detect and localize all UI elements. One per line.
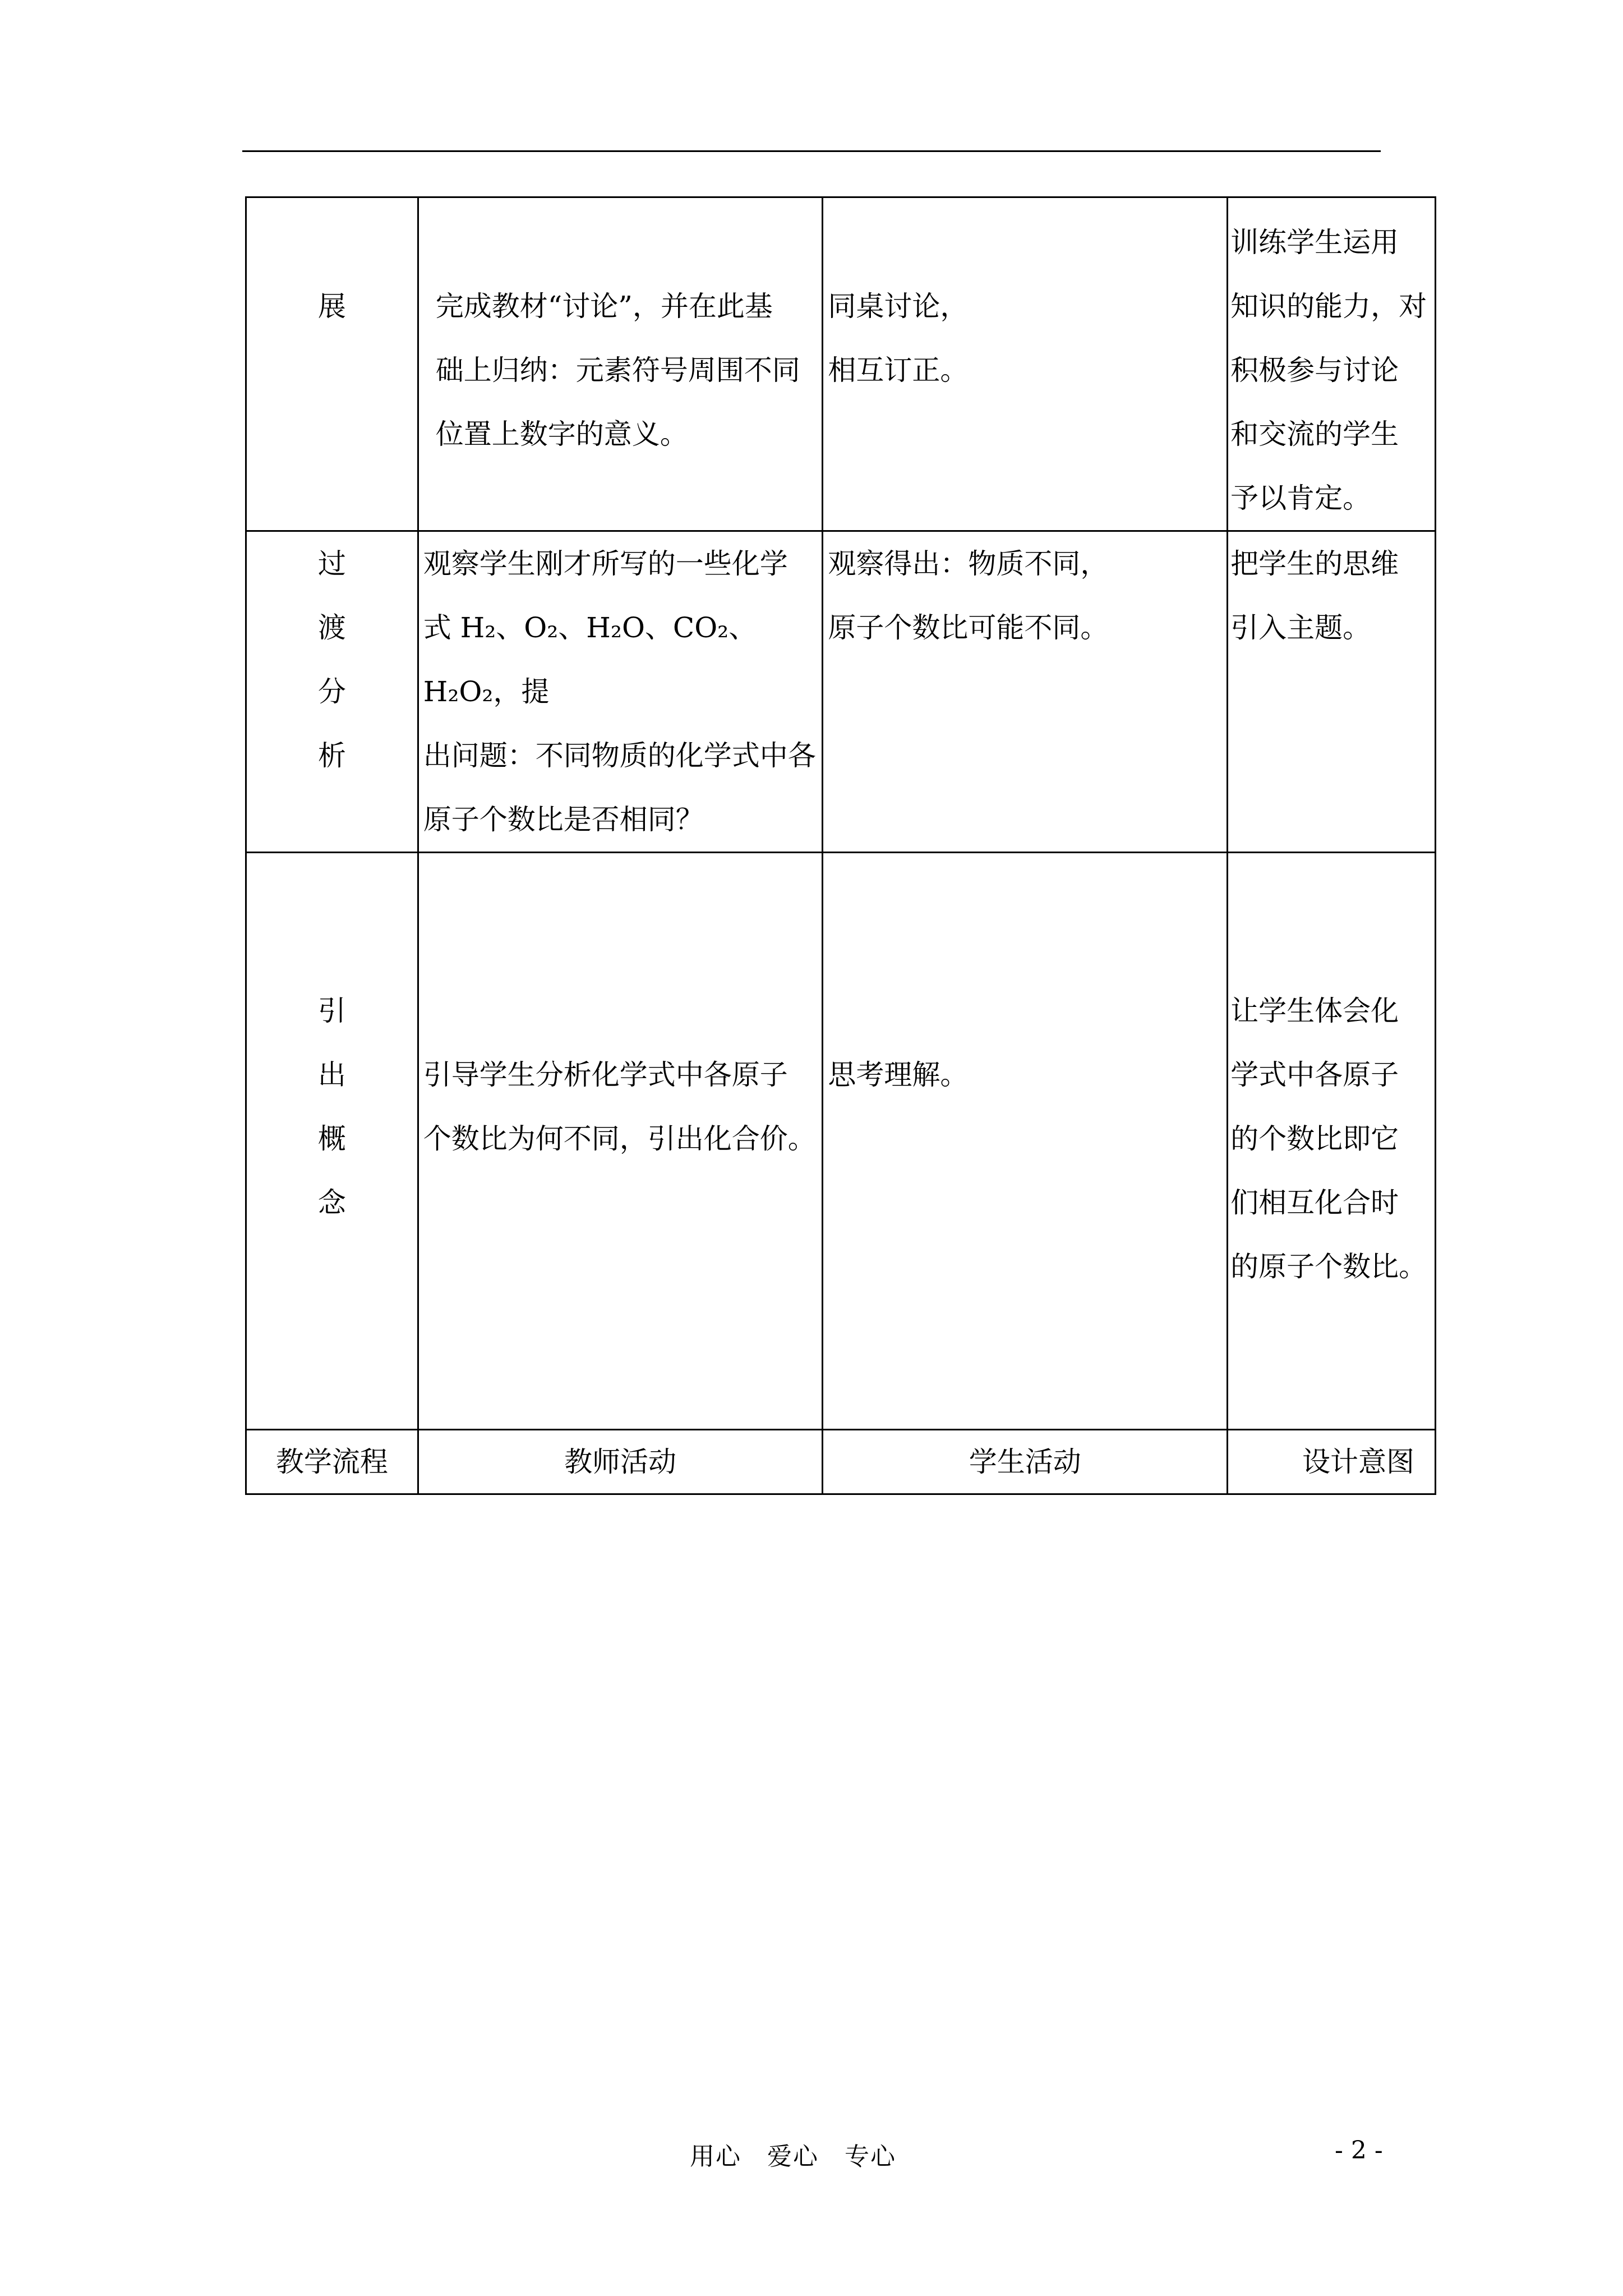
teacher-activity-text: 完成教材“讨论”，并在此基 础上归纳：元素符号周围不同 位置上数字的意义。 [435,290,800,450]
header-rule [242,150,1381,152]
design-intent-cell [1228,531,1436,853]
table-row [246,853,1436,1430]
column-header-teacher: 教师活动 [418,1430,823,1494]
design-intent-cell [1228,197,1436,531]
table-header-row [246,1430,1436,1494]
design-intent-text: 训练学生运用 知识的能力，对 积极参与讨论 和交流的学生 予以肯定。 [1230,226,1427,514]
student-activity-text: 思考理解。 [828,1059,969,1091]
teacher-activity-cell [418,853,823,1430]
page-number: - 2 - [1335,2136,1383,2165]
student-activity-cell [823,531,1228,853]
design-intent-cell [1228,853,1436,1430]
student-activity-cell [823,853,1228,1430]
student-activity-text: 同桌讨论， 相互订正。 [828,290,969,386]
student-activity-cell [823,197,1228,531]
teacher-activity-text: 引导学生分析化学式中各原子 个数比为何不同，引出化合价。 [423,1059,816,1155]
stage-cell [246,531,418,853]
teacher-activity-text: 观察学生刚才所写的一些化学 式 H₂、O₂、H₂O、CO₂、H₂O₂，提 出问题：不同物质的化学式中各 原子个数比是否相同？ [423,547,816,836]
stage-cell [246,197,418,531]
stage-label: 过 渡 分 析 [317,547,346,772]
column-header-intent: 设计意图 [1228,1430,1436,1494]
teacher-activity-cell [418,197,823,531]
design-intent-text: 让学生体会化 学式中各原子 的个数比即它 们相互化合时 的原子个数比。 [1230,995,1427,1283]
column-header-stage: 教学流程 [246,1430,418,1494]
column-header-student: 学生活动 [823,1430,1228,1494]
footer-motto: 用心 爱心 专心 [690,2142,896,2171]
teacher-activity-cell [418,531,823,853]
stage-label: 展 [317,290,346,323]
stage-label: 引 出 概 念 [317,995,346,1219]
stage-cell [246,853,418,1430]
design-intent-text: 把学生的思维 引入主题。 [1230,547,1399,644]
table-row [246,531,1436,853]
lesson-plan-table [245,196,1436,1495]
table-row [246,197,1436,531]
student-activity-text: 观察得出：物质不同， 原子个数比可能不同。 [828,547,1109,644]
